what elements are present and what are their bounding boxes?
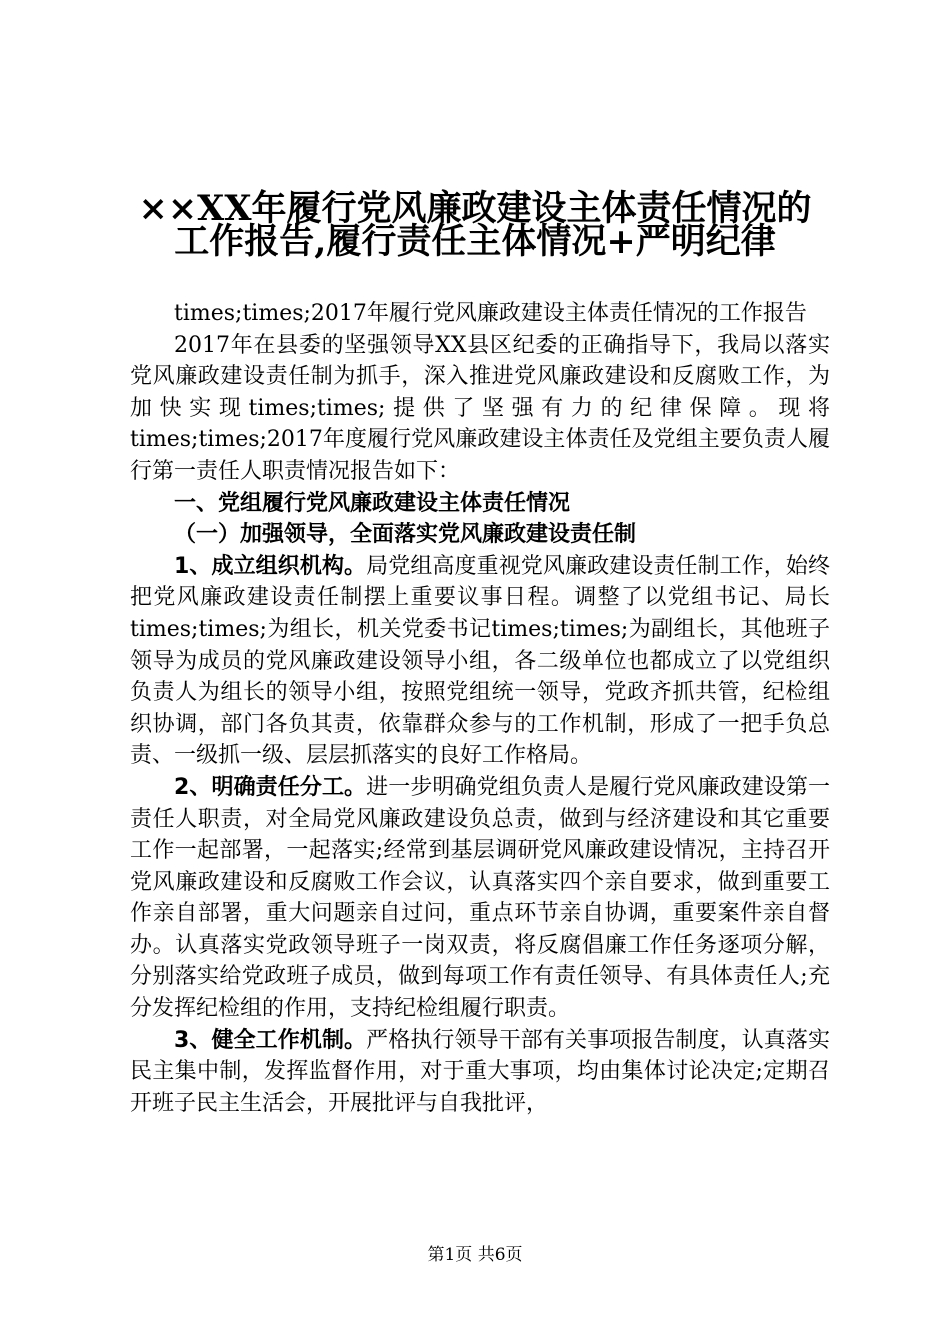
body-paragraph: times;times;2017年履行党风廉政建设主体责任情况的工作报告 — [174, 301, 807, 326]
item-lead: 1、成立组织机构。 — [174, 553, 367, 579]
item-text: 进一步明确党组负责人是履行党风廉政建设第一责任人职责，对全局党风廉政建设负总责，做到与经济建设和其它重要工作一起部署，一起落实;经常到基层调研党风廉政建设情况，主持召开党风廉政建设和反腐败工作会议，认真落实四个亲自要求，做到重要工作亲自部署，重大问题亲自过问，重点环节亲自协调，重要案件亲自督办。认真落实党政领导班子一岗双责，将反腐倡廉工作任务逐项分解，分别落实给党政班子成员，做到每项工作有责任领导、有具体责任人;充分发挥纪检组的作用，支持纪检组履行职责。 — [130, 774, 830, 1022]
item-lead: 3、健全工作机制。 — [174, 1027, 367, 1053]
body-paragraph-item3 — [130, 1025, 830, 1120]
item-lead: 2、明确责任分工。 — [174, 774, 367, 800]
item-text: 严格执行领导干部有关事项报告制度，认真落实民主集中制，发挥监督作用，对于重大事项，均由集体讨论决定;定期召开班子民主生活会，开展批评与自我批评， — [130, 1027, 830, 1116]
document-body — [130, 298, 830, 1119]
body-paragraph: 2017年在县委的坚强领导XX县区纪委的正确指导下，我局以落实党风廉政建设责任制为抓手，深入推进党风廉政建设和反腐败工作，为加快实现times;times;提供了坚强有力的纪律保障。现将times;times;2017年度履行党风廉政建设主体责任及党组主要负责人履行第一责任人职责情况报告如下： — [130, 332, 830, 484]
page-number: 第1页 共6页 — [427, 1245, 523, 1265]
subsection-heading: （一）加强领导，全面落实党风廉政建设责任制 — [174, 522, 637, 548]
body-paragraph-item2 — [130, 772, 830, 1025]
document-title-line2: 工作报告,履行责任主体情况+严明纪律 — [174, 221, 776, 262]
item-text: 局党组高度重视党风廉政建设责任制工作，始终把党风廉政建设责任制摆上重要议事日程。调整了以党组书记、局长times;times;为组长，机关党委书记times;times;为副组长，其他班子领导为成员的党风廉政建设领导小组，各二级单位也都成立了以党组织负责人为组长的领导小组，按照党组统一领导，党政齐抓共管，纪检组织协调，部门各负其责，依靠群众参与的工作机制，形成了一把手负总责、一级抓一级、层层抓落实的良好工作格局。 — [130, 553, 830, 769]
document-title-line1: ××XX年履行党风廉政建设主体责任情况的 — [138, 188, 812, 229]
section-heading: 一、党组履行党风廉政建设主体责任情况 — [174, 490, 571, 516]
body-paragraph-item1 — [130, 551, 830, 772]
